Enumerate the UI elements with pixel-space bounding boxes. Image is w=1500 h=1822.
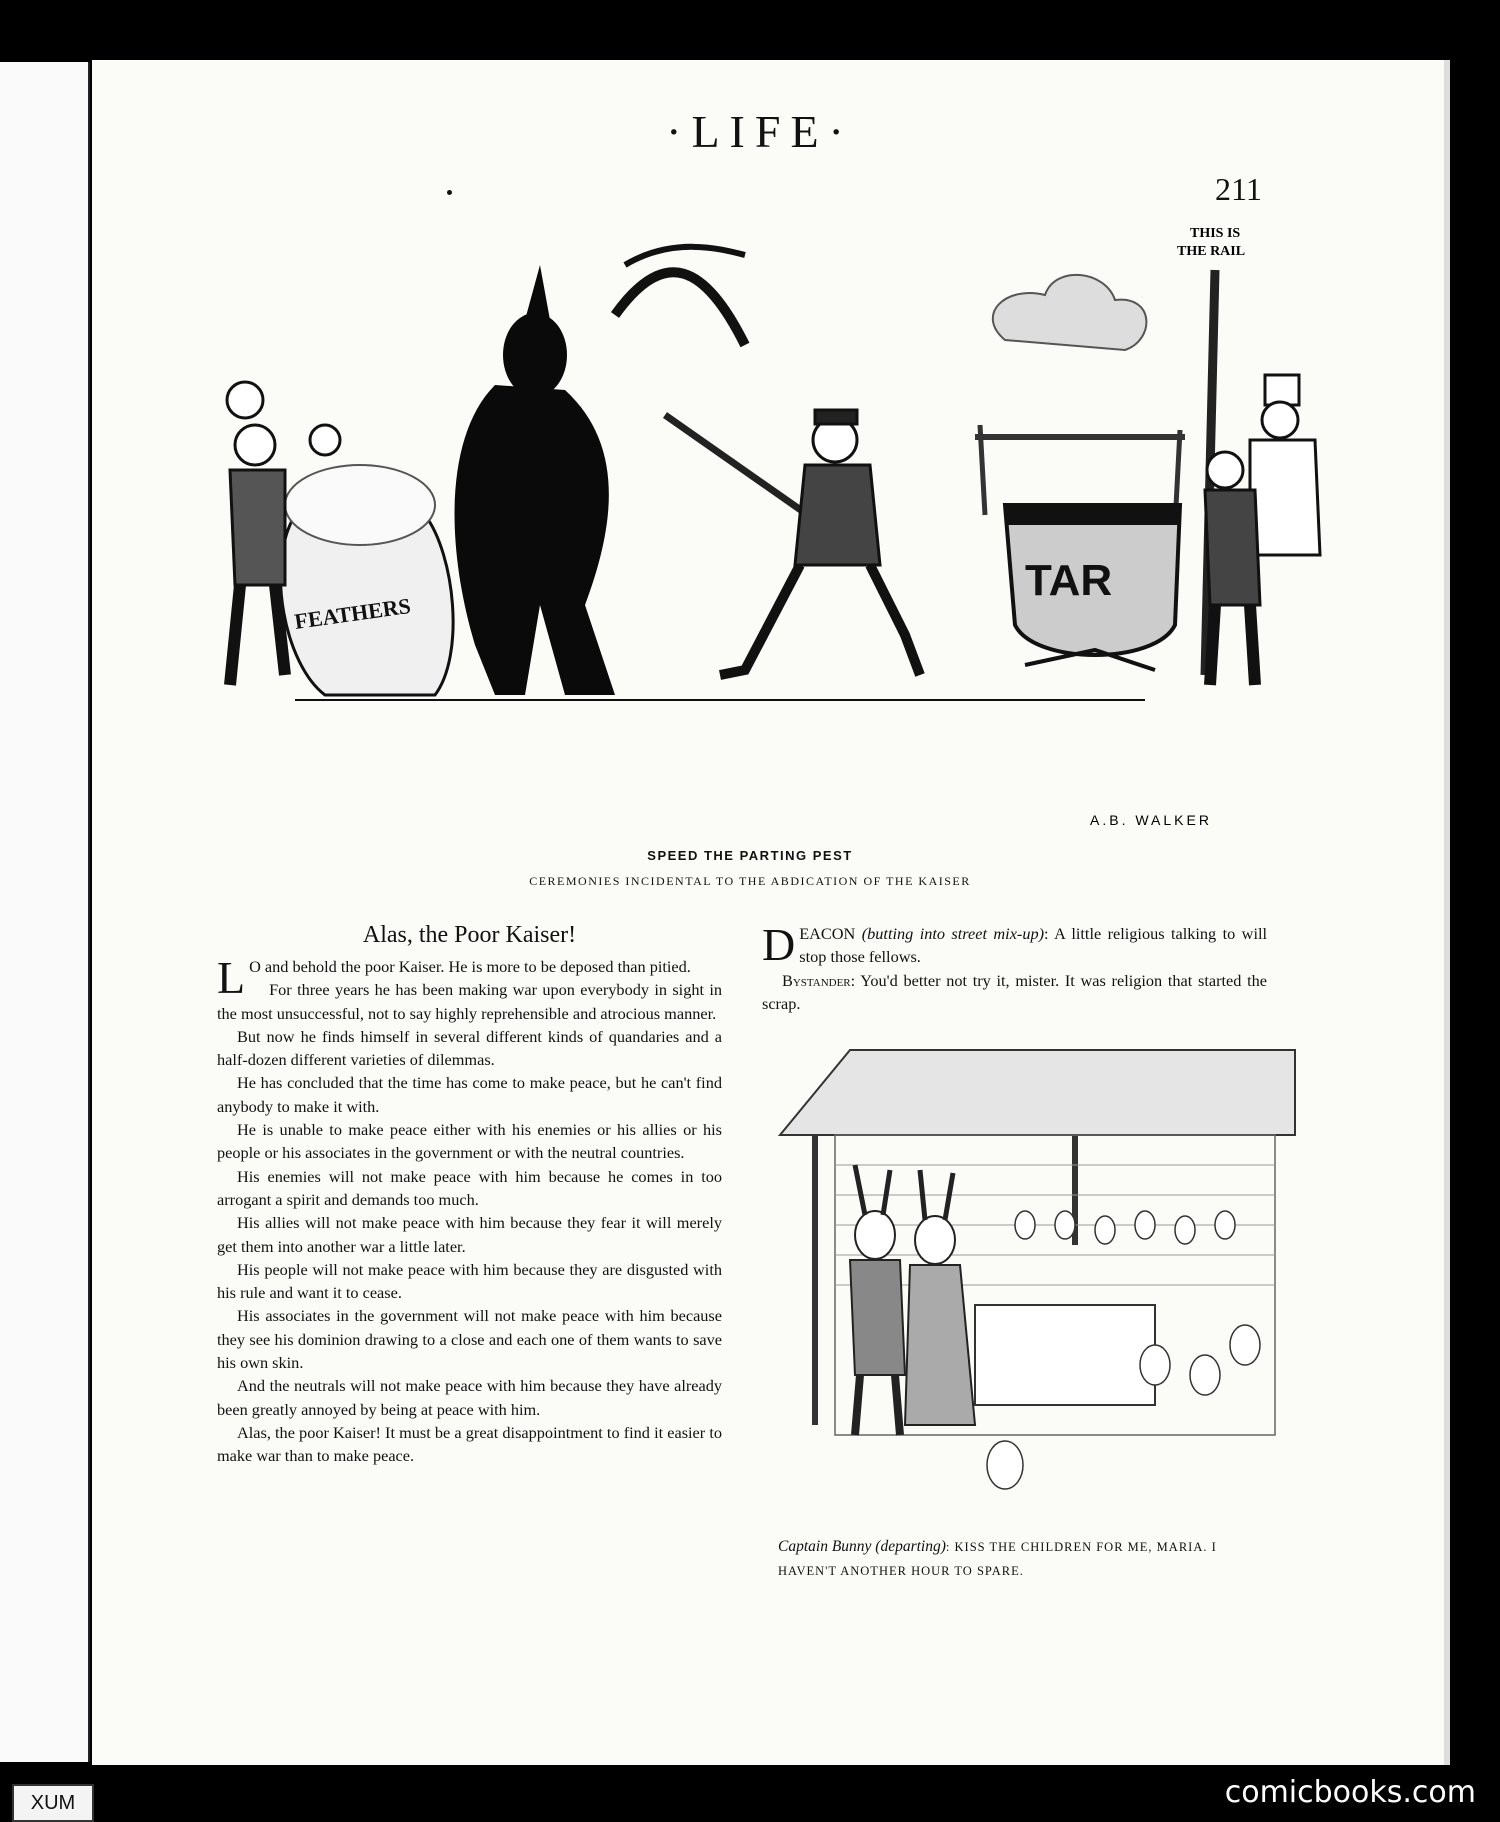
bunny-caption [778,1535,1268,1583]
dropcap: D [762,919,796,970]
artist-signature: A.B. WALKER [1090,812,1212,825]
scan-tag: XUM [12,1784,94,1822]
cartoon-caption-subtitle: CEREMONIES INCIDENTAL TO THE ABDICATION OF THE KAISER [529,874,971,888]
joke-line-bystander: Bystander: You'd better not try it, mister. It was religion that started the scrap. [762,970,1267,1013]
article-paragraph: He has concluded that the time has come to make peace, but he can't find anybody to make it with. [217,1073,722,1116]
feathers-sack [281,465,454,695]
article-paragraph: His associates in the government will not make peace with him because they see his dominion drawing to a close and each one of them wants to save his own skin. [217,1306,722,1373]
ornament-dot [447,190,452,195]
previous-page-edge [0,62,90,1762]
rail-sign-text [1177,226,1245,259]
joke-line-deacon: DEACON (butting into street mix-up): A little religious talking to will stop those fellows. [762,919,1268,970]
watermark: comicbooks.com [1224,1775,1476,1810]
uncle-sam-figure [1250,375,1320,555]
article-paragraph: His people will not make peace with him because they are disgusted with his rule and want it to cease. [217,1259,722,1303]
article-paragraph: Alas, the poor Kaiser! It must be a great disappointment to find it easier to make war than to make peace. [217,1422,722,1466]
dropcap: L [217,952,246,1003]
magazine-title: ·LIFE· [666,106,854,157]
smoke-cloud [993,275,1147,350]
joke-deacon [762,919,1268,1015]
kaiser-silhouette [455,265,615,695]
bunny-caption-text: : KISS THE CHILDREN FOR ME, MARIA. I HAVEN'T ANOTHER HOUR TO SPARE. [778,1540,1217,1578]
france-figure [720,410,920,675]
article-paragraph: And the neutrals will not make peace with him because they have already been greatly annoyed by being at peace with him. [217,1376,722,1419]
cartoon-caption-title: SPEED THE PARTING PEST [647,848,853,863]
porch-roof [780,1050,1295,1135]
porch-steps [975,1305,1155,1405]
article-paragraph: His allies will not make peace with him because they fear it will merely get them into another war a little later. [217,1213,722,1256]
tar-and-feathers-cartoon [145,225,1360,825]
page-number: 211 [1215,171,1262,207]
maria-bunny [905,1170,975,1425]
article-paragraph: L O and behold the poor Kaiser. He is more to be deposed than pitied. [217,952,691,1003]
captain-bunny [850,1165,905,1435]
article-paragraph: He is unable to make peace either with his enemies or his allies or his people or his associates in the government or with the neutral countries. [217,1120,722,1163]
article-title: Alas, the Poor Kaiser! [362,922,577,948]
bunny-caption-speaker: Captain Bunny (departing) [778,1538,946,1555]
article-paragraph: His enemies will not make peace with him because he comes in too arrogant a spirit and demands too much. [217,1166,722,1209]
svg-text:THIS IS: THIS IS [1190,226,1241,241]
article-kaiser [217,922,722,1468]
svg-text:FEATHERS: FEATHERS [292,592,413,634]
tar-pot [1005,505,1180,655]
svg-text:THE RAIL: THE RAIL [1177,244,1246,259]
tar-splash [615,272,745,345]
article-paragraph: For three years he has been making war upon everybody in sight in the most unsuccessful, not to say highly reprehensible and atrocious manner. [217,980,722,1023]
fire [1025,650,1155,670]
article-paragraph: But now he finds himself in several different kinds of quandaries and a half-dozen different varieties of dilemmas. [217,1026,722,1070]
svg-text:TAR: TAR [1025,556,1113,605]
bunny-porch-illustration [775,1045,1300,1545]
